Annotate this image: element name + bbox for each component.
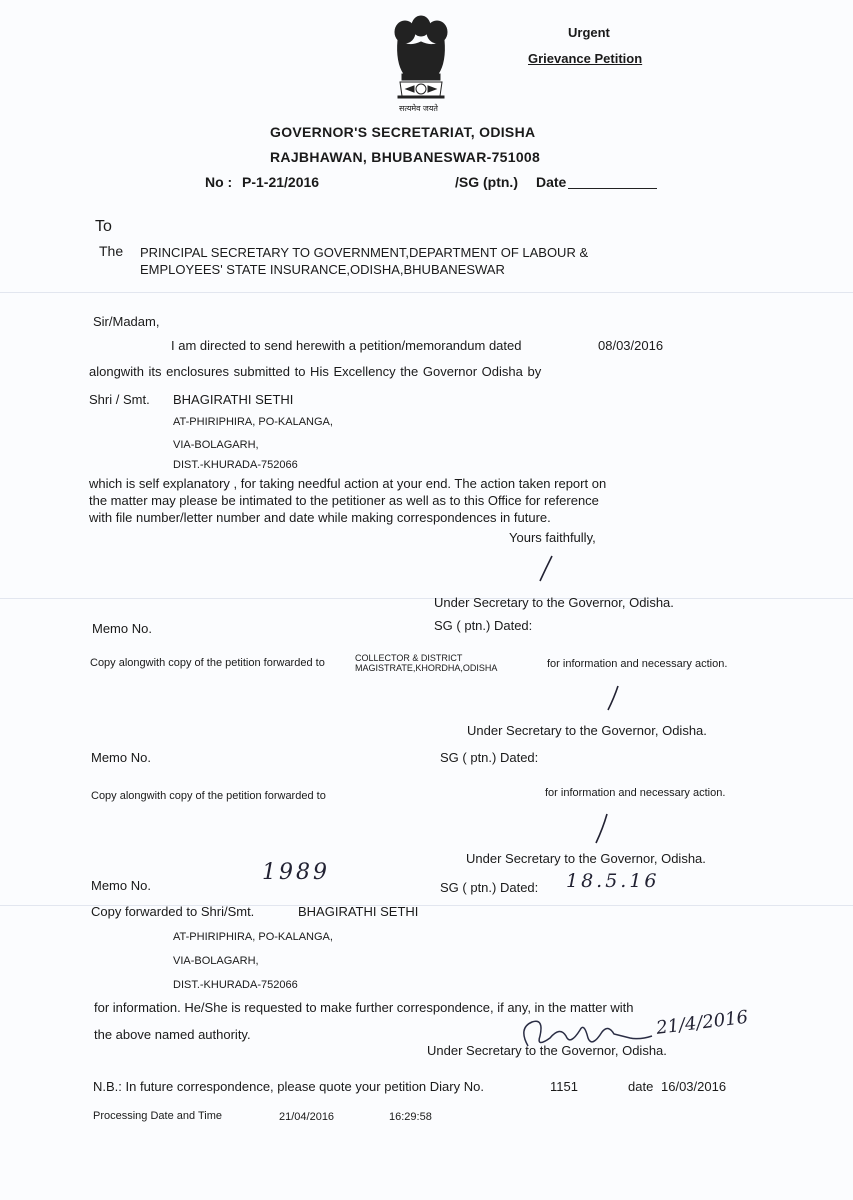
reference-no-value: P-1-21/2016	[242, 174, 320, 190]
memo2-signatory-title: Under Secretary to the Governor, Odisha.	[466, 851, 706, 866]
body-line1: I am directed to send herewith a petition/memorandum dated	[171, 338, 522, 353]
processing-date: 21/04/2016	[279, 1111, 335, 1123]
date-blank-line	[568, 188, 657, 189]
processing-time: 16:29:58	[389, 1111, 432, 1123]
urgent-label: Urgent	[568, 25, 610, 40]
memo1-label: Memo No.	[92, 621, 152, 636]
initial-tick-icon	[592, 812, 612, 846]
grievance-petition-label: Grievance Petition	[528, 51, 643, 66]
petition-date: 08/03/2016	[598, 338, 664, 353]
petitioner-name: BHAGIRATHI SETHI	[173, 392, 294, 407]
memo3-label: Memo No.	[91, 878, 151, 893]
petitioner-address-line1: AT-PHIRIPHIRA, PO-KALANGA,	[173, 416, 333, 428]
state-emblem-icon	[388, 12, 454, 112]
office-address: RAJBHAWAN, BHUBANESWAR-751008	[270, 149, 541, 165]
signatory-title: Under Secretary to the Governor, Odisha.	[434, 595, 674, 610]
memo3-signatory-title: Under Secretary to the Governor, Odisha.	[427, 1043, 667, 1058]
signature-date-handwritten: 21/4/2016	[655, 1006, 750, 1039]
sg-ptn-label: /SG (ptn.)	[455, 174, 518, 190]
diary-date: 16/03/2016	[661, 1079, 727, 1094]
memo3-info-line2: the above named authority.	[94, 1027, 251, 1042]
memo3-address-line1: AT-PHIRIPHIRA, PO-KALANGA,	[173, 931, 333, 943]
diary-number: 1151	[550, 1079, 578, 1094]
body-para2: the matter may please be intimated to the petitioner as well as to this Office for reference	[89, 493, 599, 508]
memo1-info-text: for information and necessary action.	[547, 658, 728, 670]
fold-line	[0, 292, 853, 293]
processing-label: Processing Date and Time	[93, 1110, 223, 1122]
memo3-address-line2: VIA-BOLAGARH,	[173, 955, 259, 967]
the-label: The	[99, 243, 124, 259]
initial-tick-icon	[536, 554, 556, 584]
body-line2: alongwith its enclosures submitted to His Excellency the Governor Odisha by	[89, 364, 542, 379]
salutation: Sir/Madam,	[93, 314, 160, 329]
fold-line	[0, 598, 853, 599]
shri-smt-label: Shri / Smt.	[89, 392, 150, 407]
memo2-info-text: for information and necessary action.	[545, 787, 726, 799]
petitioner-address-line2: VIA-BOLAGARH,	[173, 439, 259, 451]
office-name: GOVERNOR'S SECRETARIAT, ODISHA	[270, 124, 536, 140]
memo1-copy-text: Copy alongwith copy of the petition forwarded to	[90, 657, 325, 669]
emblem-motto: सत्यमेव जयते	[399, 104, 438, 113]
closing: Yours faithfully,	[509, 530, 596, 545]
memo3-copy-label: Copy forwarded to Shri/Smt.	[91, 904, 255, 919]
diary-date-label: date	[628, 1079, 654, 1094]
nb-text: N.B.: In future correspondence, please quote your petition Diary No.	[93, 1079, 484, 1094]
memo1-recipient-line2: MAGISTRATE,KHORDHA,ODISHA	[355, 663, 498, 673]
to-label: To	[95, 218, 112, 235]
memo3-info-line1: for information. He/She is requested to make further correspondence, if any, in the matter with	[94, 1000, 634, 1015]
memo3-name: BHAGIRATHI SETHI	[298, 904, 419, 919]
memo1-signatory-title: Under Secretary to the Governor, Odisha.	[467, 723, 707, 738]
reference-no-label: No :	[205, 174, 233, 190]
memo3-date-handwritten: 18.5.16	[566, 870, 660, 892]
memo3-sg-dated: SG ( ptn.) Dated:	[440, 880, 539, 895]
memo2-label: Memo No.	[91, 750, 151, 765]
body-para1: which is self explanatory , for taking needful action at your end. The action taken report on	[89, 476, 607, 491]
addressee-line2: EMPLOYEES' STATE INSURANCE,ODISHA,BHUBANESWAR	[140, 262, 505, 277]
addressee-line1: PRINCIPAL SECRETARY TO GOVERNMENT,DEPARTMENT OF LABOUR &	[140, 245, 589, 260]
memo2-copy-text: Copy alongwith copy of the petition forwarded to	[91, 790, 326, 802]
body-para3: with file number/letter number and date while making correspondences in future.	[89, 510, 551, 525]
memo3-address-line3: DIST.-KHURADA-752066	[173, 979, 298, 991]
petitioner-address-line3: DIST.-KHURADA-752066	[173, 459, 298, 471]
initial-tick-icon	[603, 684, 623, 714]
date-label: Date	[536, 174, 567, 190]
memo1-sg-dated: SG ( ptn.) Dated:	[434, 618, 533, 633]
memo1-recipient-line1: COLLECTOR & DISTRICT	[355, 653, 463, 663]
memo3-number-handwritten: 1989	[262, 860, 330, 885]
memo2-sg-dated: SG ( ptn.) Dated:	[440, 750, 539, 765]
